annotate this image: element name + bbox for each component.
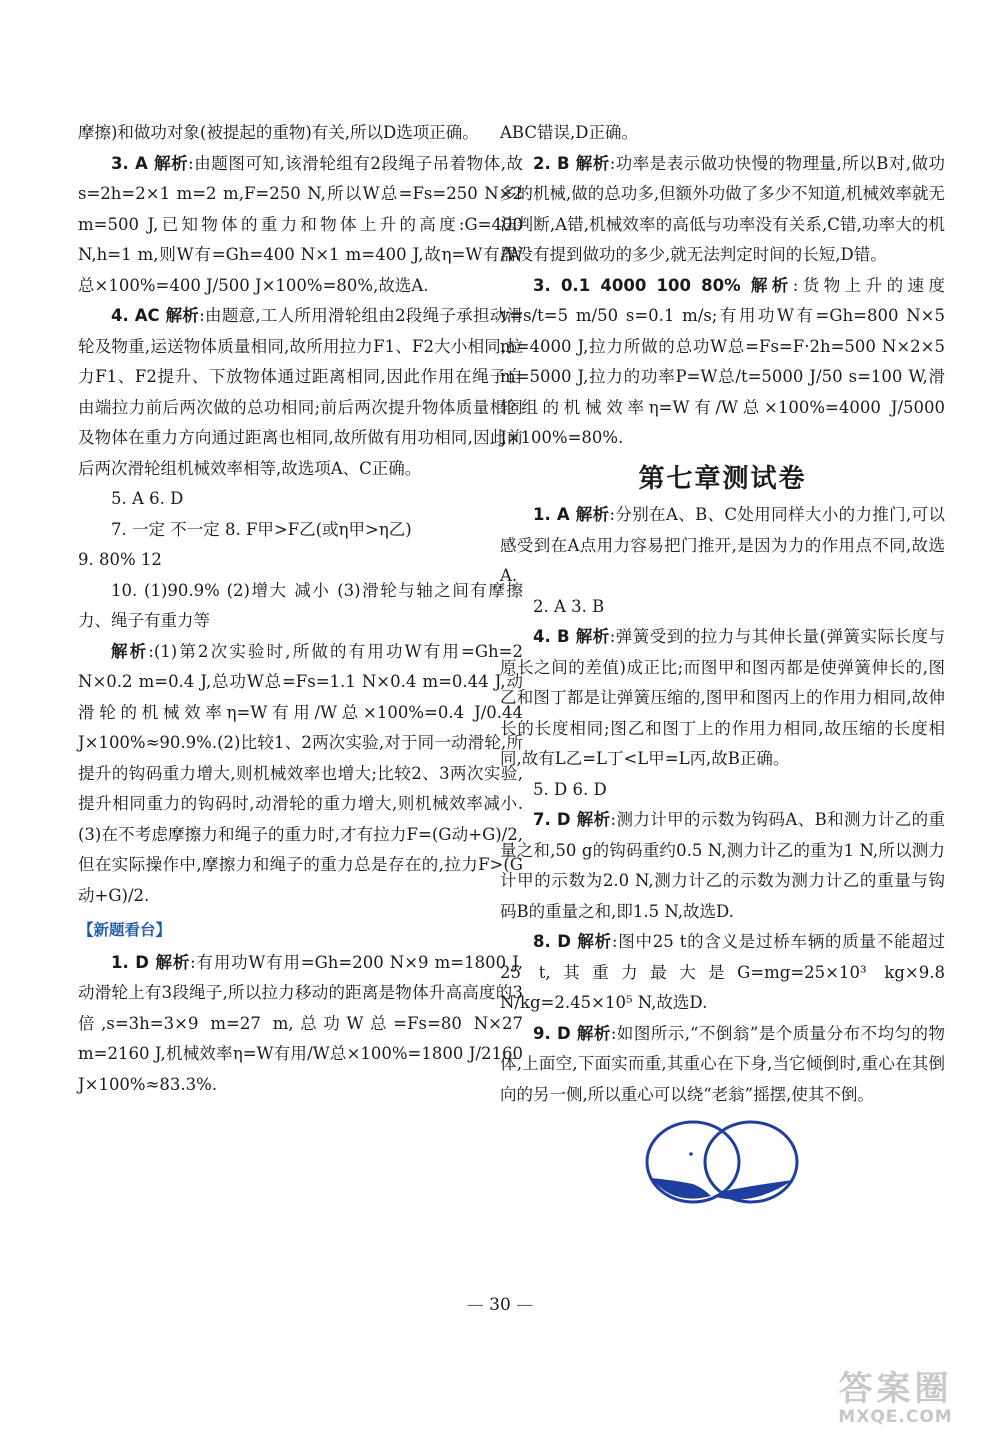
chapter-item-6: 8. D 解析:图中25 t的含义是过桥车辆的质量不能超过25 t,其重力最大是G=mg=25×10³ kg×9.8 N/kg=2.45×10⁵ N,故选D. [500, 932, 945, 1012]
watermark-line2: MXQE.COM [838, 1407, 953, 1427]
left-para-8: 解析:(1)第2次实验时,所做的有用功W有用=Gh=2 N×0.2 m=0.4 J,总功W总=Fs=1.1 N×0.4 m=0.44 J,动滑轮的机械效率η=W有用/W总×100%=0.4 J/0.44 J×100%≈90.9%.(2)比较1、2两次实验,对于同一动滑轮,所提升的钩码重力增大,则机械效率也增大;比较2、3两次实验,提升相同重力的钩码时,动滑轮的重力增大,则机械效率减小.(3)在不考虑摩擦力和绳子的重力时,才有拉力F=(G动+G)/2,但在实际操作中,摩擦力和绳子的重力总是存在的,拉力F>(G动+G)/2. [78, 641, 524, 905]
right-para-1: ABC错误,D正确。 [500, 123, 638, 142]
section-item-1: 1. D 解析:有用功W有用=Gh=200 N×9 m=1800 J,动滑轮上有3段绳子,所以拉力移动的距离是物体升高高度的3倍,s=3h=3×9 m=27 m,总功W总=Fs=80 N×27 m=2160 J,机械效率η=W有用/W总×100%=1800 J/2160 J×100%≈83.3%. [78, 952, 524, 1094]
left-para-4: 5. A 6. D [111, 489, 184, 508]
right-column [500, 118, 945, 1219]
chapter-item-4: 5. D 6. D [533, 779, 607, 799]
left-para-5: 7. 一定 不一定 8. F甲>F乙(或η甲>η乙) [111, 519, 412, 539]
page-number-dash-left: — [466, 1295, 484, 1315]
left-column [78, 118, 523, 1100]
chapter-item-5: 7. D 解析:测力计甲的示数为钩码A、B和测力计乙的重量之和,50 g的钩码重约0.5 N,测力计乙的重为1 N,所以测力计甲的示数为2.0 N,测力计乙的示数为测力计乙的重量与钩码B的重量之和,即1.5 N,故选D. [500, 810, 945, 921]
tumbler-figure [500, 1118, 945, 1219]
left-para-6: 9. 80% 12 [78, 550, 162, 569]
chapter-item-2: 2. A 3. B [533, 596, 605, 616]
tumbler-diagram-icon [633, 1118, 813, 1208]
watermark-line1: 答案圈 [838, 1369, 953, 1409]
chapter-item-7: 9. D 解析:如图所示,“不倒翁”是个质量分布不均匀的物体,上面空,下面实而重,其重心在下身,当它倾倒时,重心在其倒向的另一侧,所以重心可以绕“老翁”摇摆,使其不倒。 [500, 1023, 945, 1104]
right-para-3: 3. 0.1 4000 100 80% 解析:货物上升的速度v=s/t=5 m/50 s=0.1 m/s;有用功W有=Gh=800 N×5 m=4000 J,拉力所做的总功W总=Fs=F·2h=500 N×2×5 m=5000 J,拉力的功率P=W总/t=5000 J/50 s=100 W,滑轮组的机械效率η=W有/W总×100%=4000 J/5000 J×100%=80%. [500, 275, 945, 447]
page-number [0, 1295, 1000, 1315]
page-number-dash-right: — [516, 1295, 534, 1315]
right-para-2: 2. B 解析:功率是表示做功快慢的物理量,所以B对,做功多的机械,做的总功多,但额外功做了多少不知道,机械效率就无法判断,A错,机械效率的高低与功率没有关系,C错,功率大的机器没有提到做功的多少,就无法判定时间的长短,D错。 [500, 153, 945, 264]
chapter-title: 第七章测试卷 [638, 463, 807, 494]
chapter-item-1: 1. A 解析:分别在A、B、C处用同样大小的力推门,可以感受到在A点用力容易把门推开,是因为力的作用点不同,故选A. [500, 505, 945, 585]
section-title-new-questions: 【新题看台】 [78, 921, 172, 939]
watermark-logo [813, 1371, 978, 1427]
left-para-1: 摩擦)和做功对象(被提起的重物)有关,所以D选项正确。 [78, 123, 479, 142]
left-para-2: 3. A 解析:由题图可知,该滑轮组有2段绳子吊着物体,故s=2h=2×1 m=2 m,F=250 N,所以W总=Fs=250 N×2 m=500 J,已知物体的重力和物体上升的高度:G=400 N,h=1 m,则W有=Gh=400 N×1 m=400 J,故η=W有/W总×100%=400 J/500 J×100%=80%,故选A. [78, 153, 524, 295]
left-para-7: 10. (1)90.9% (2)增大 减小 (3)滑轮与轴之间有摩擦力、绳子有重力等 [78, 580, 523, 630]
left-para-3: 4. AC 解析:由题意,工人所用滑轮组由2段绳子承担动滑轮及物重,运送物体质量相同,故所用拉力F1、F2大小相同,拉力F1、F2提升、下放物体通过距离相同,因此作用在绳子自由端拉力前后两次做的总功相同;前后两次提升物体质量相同及物体在重力方向通过距离也相同,故所做有用功相同,因此前后两次滑轮组机械效率相等,故选项A、C正确。 [78, 306, 523, 478]
chapter-item-3: 4. B 解析:弹簧受到的拉力与其伸长量(弹簧实际长度与原长之间的差值)成正比;而图甲和图丙都是使弹簧伸长的,图乙和图丁都是让弹簧压缩的,图甲和图丙上的作用力相同,故伸长的长度相同;图乙和图丁上的作用力相同,故压缩的长度相同,故有L乙=L丁<L甲=L丙,故B正确。 [500, 627, 945, 768]
page-number-value: 30 [489, 1295, 511, 1315]
